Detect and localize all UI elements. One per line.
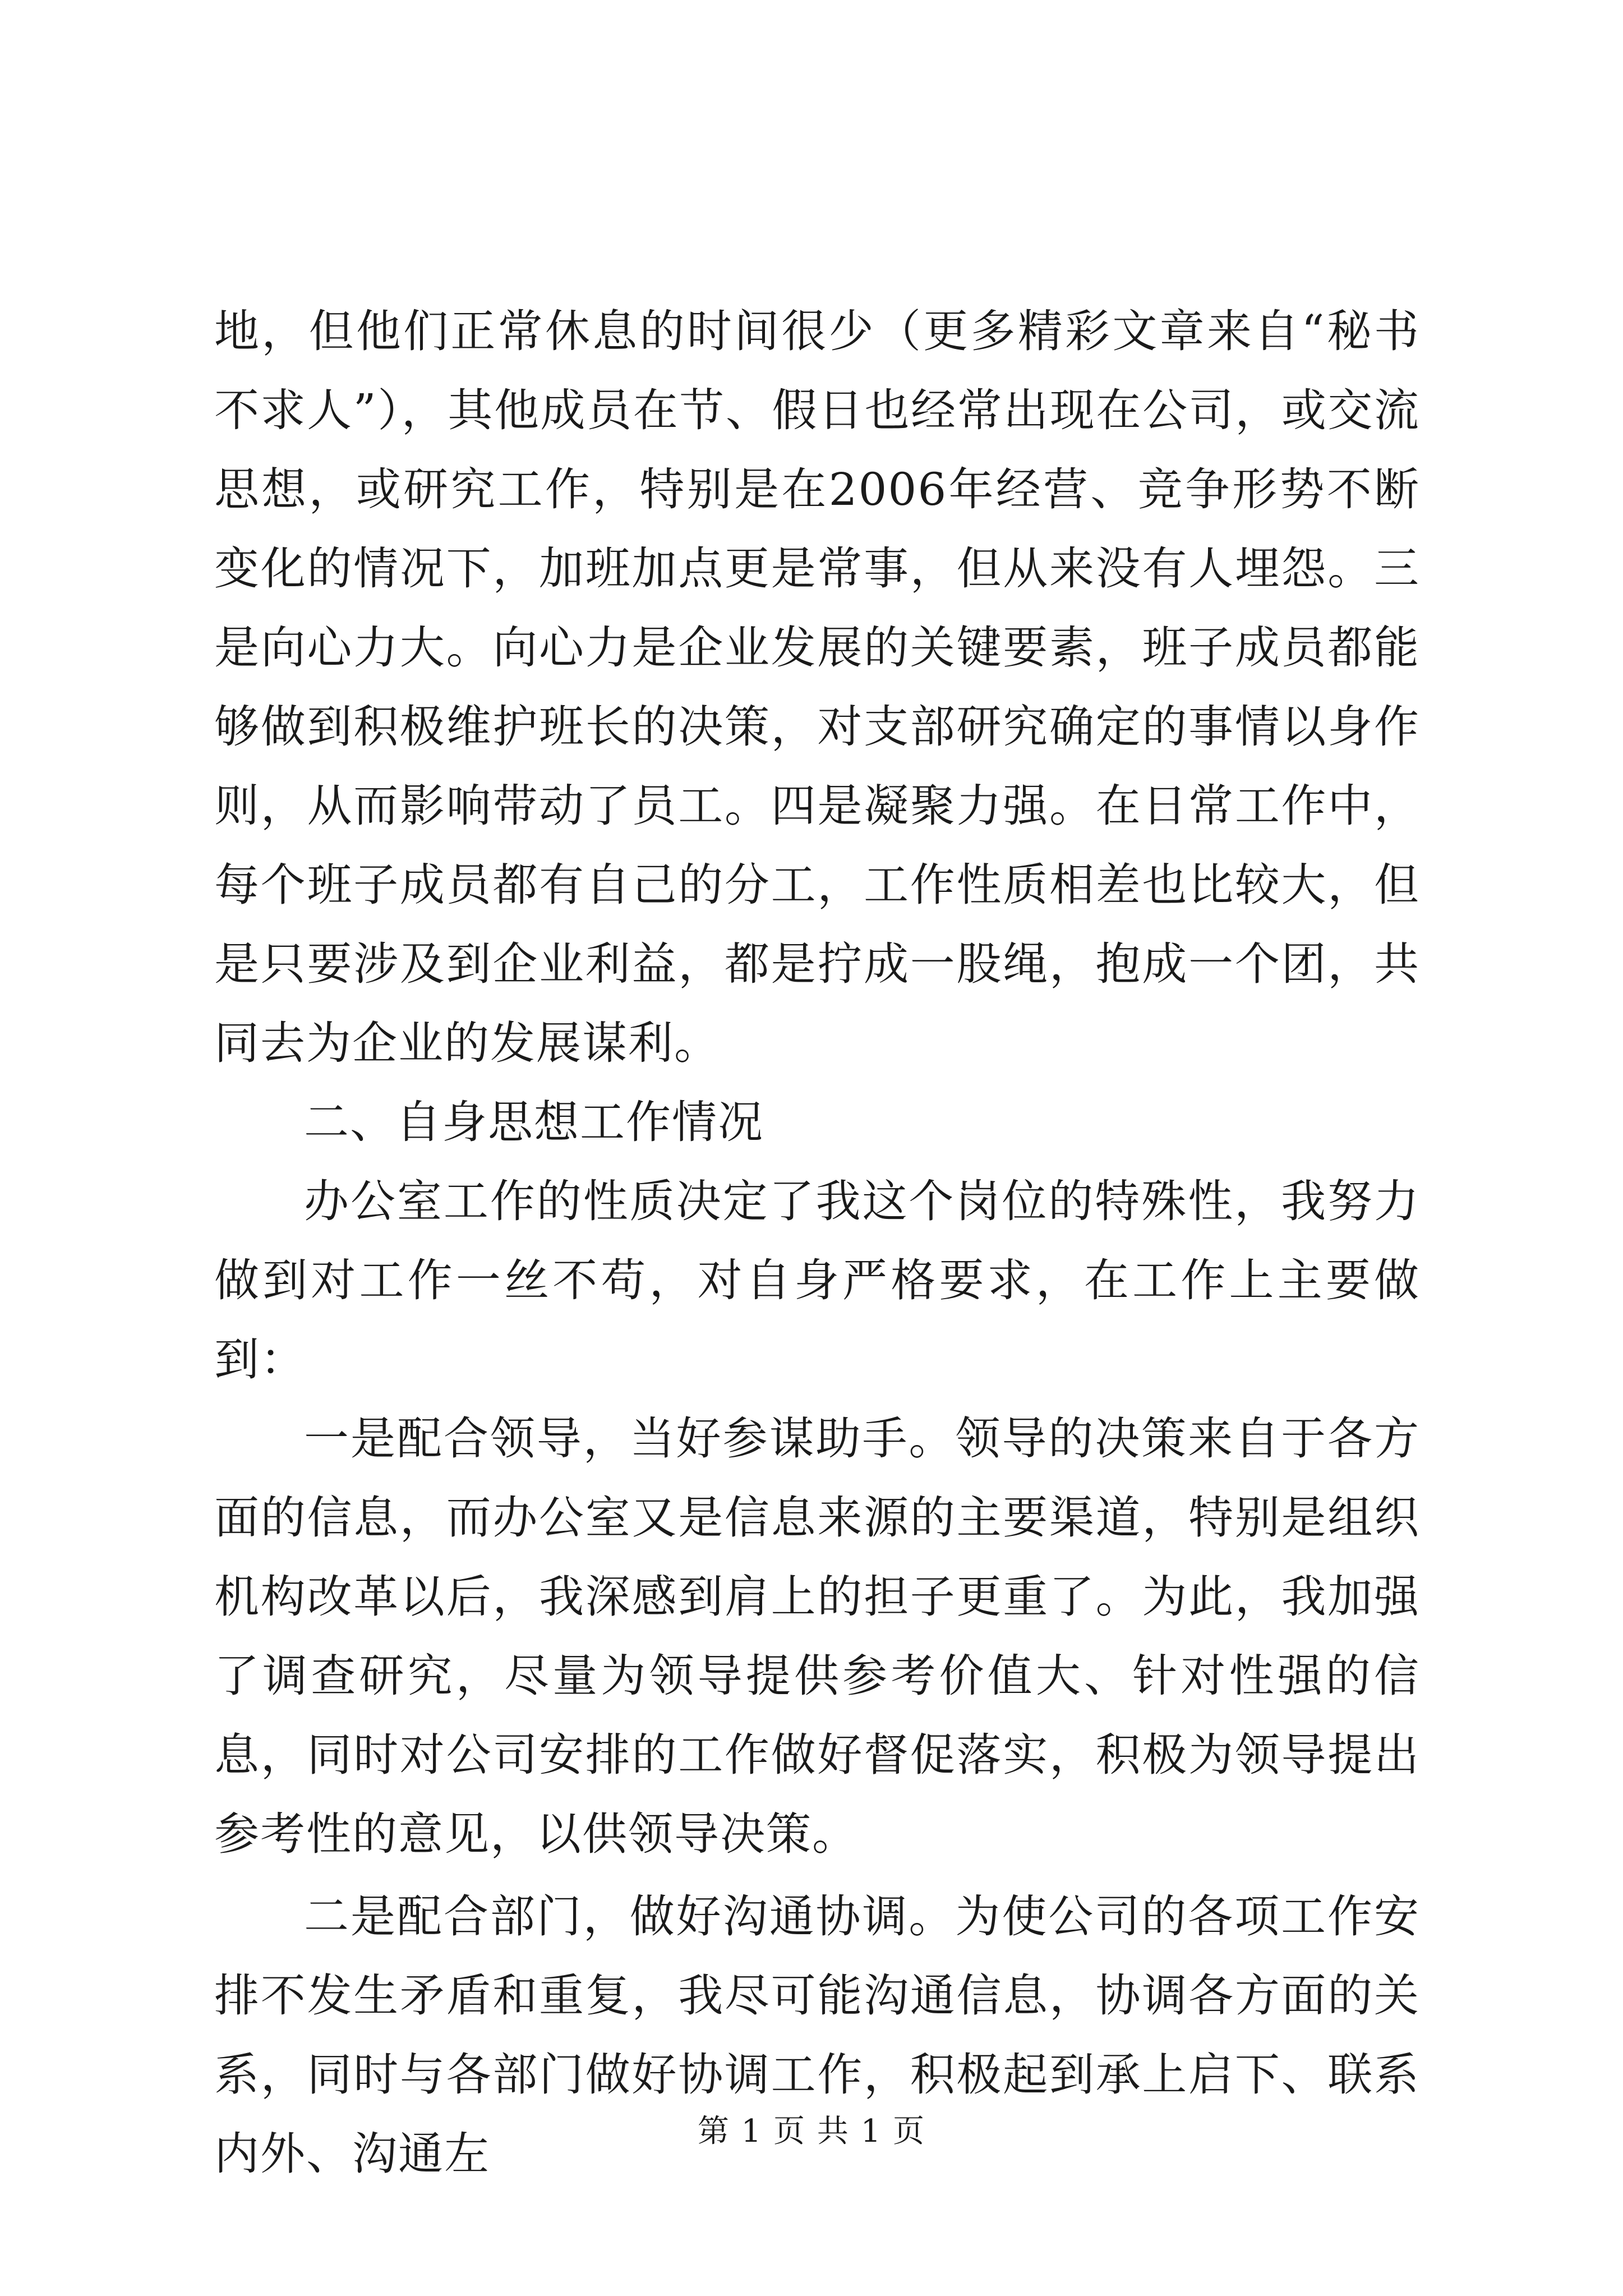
document-body [214, 292, 1420, 2193]
page-footer [0, 2112, 1623, 2151]
paragraph: 一是配合领导，当好参谋助手。领导的决策来自于各方面的信息，而办公室又是信息来源的主要渠道，特别是组织机构改革以后，我深感到肩上的担子更重了。为此，我加强了调查研究，尽量为领导提供参考价值大、针对性强的信息，同时对公司安排的工作做好督促落实，积极为领导提出参考性的意见，以供领导决策。 [214, 1412, 1420, 1860]
paragraph: 办公室工作的性质决定了我这个岗位的特殊性，我努力做到对工作一丝不苟，对自身严格要求，在工作上主要做到： [214, 1175, 1420, 1386]
paragraph: 二是配合部门，做好沟通协调。为使公司的各项工作安排不发生矛盾和重复，我尽可能沟通信息，协调各方面的关系，同时与各部门做好协调工作，积极起到承上启下、联系内外、沟通左 [214, 1890, 1420, 2180]
section-heading: 二、自身思想工作情况 [304, 1096, 764, 1148]
page-number-label: 第 1 页 共 1 页 [697, 2113, 926, 2150]
paragraph-continuation: 地，但他们正常休息的时间很少（更多精彩文章来自“秘书不求人”），其他成员在节、假日也经常出现在公司，或交流思想，或研究工作，特别是在2006年经营、竞争形势不断变化的情况下，加班加点更是常事，但从来没有人埋怨。三是向心力大。向心力是企业发展的关键要素，班子成员都能够做到积极维护班长的决策，对支部研究确定的事情以身作则，从而影响带动了员工。四是凝聚力强。在日常工作中，每个班子成员都有自己的分工，工作性质相差也比较大，但是只要涉及到企业利益，都是拧成一股绳，抱成一个团，共同去为企业的发展谋利。 [214, 305, 1420, 1069]
